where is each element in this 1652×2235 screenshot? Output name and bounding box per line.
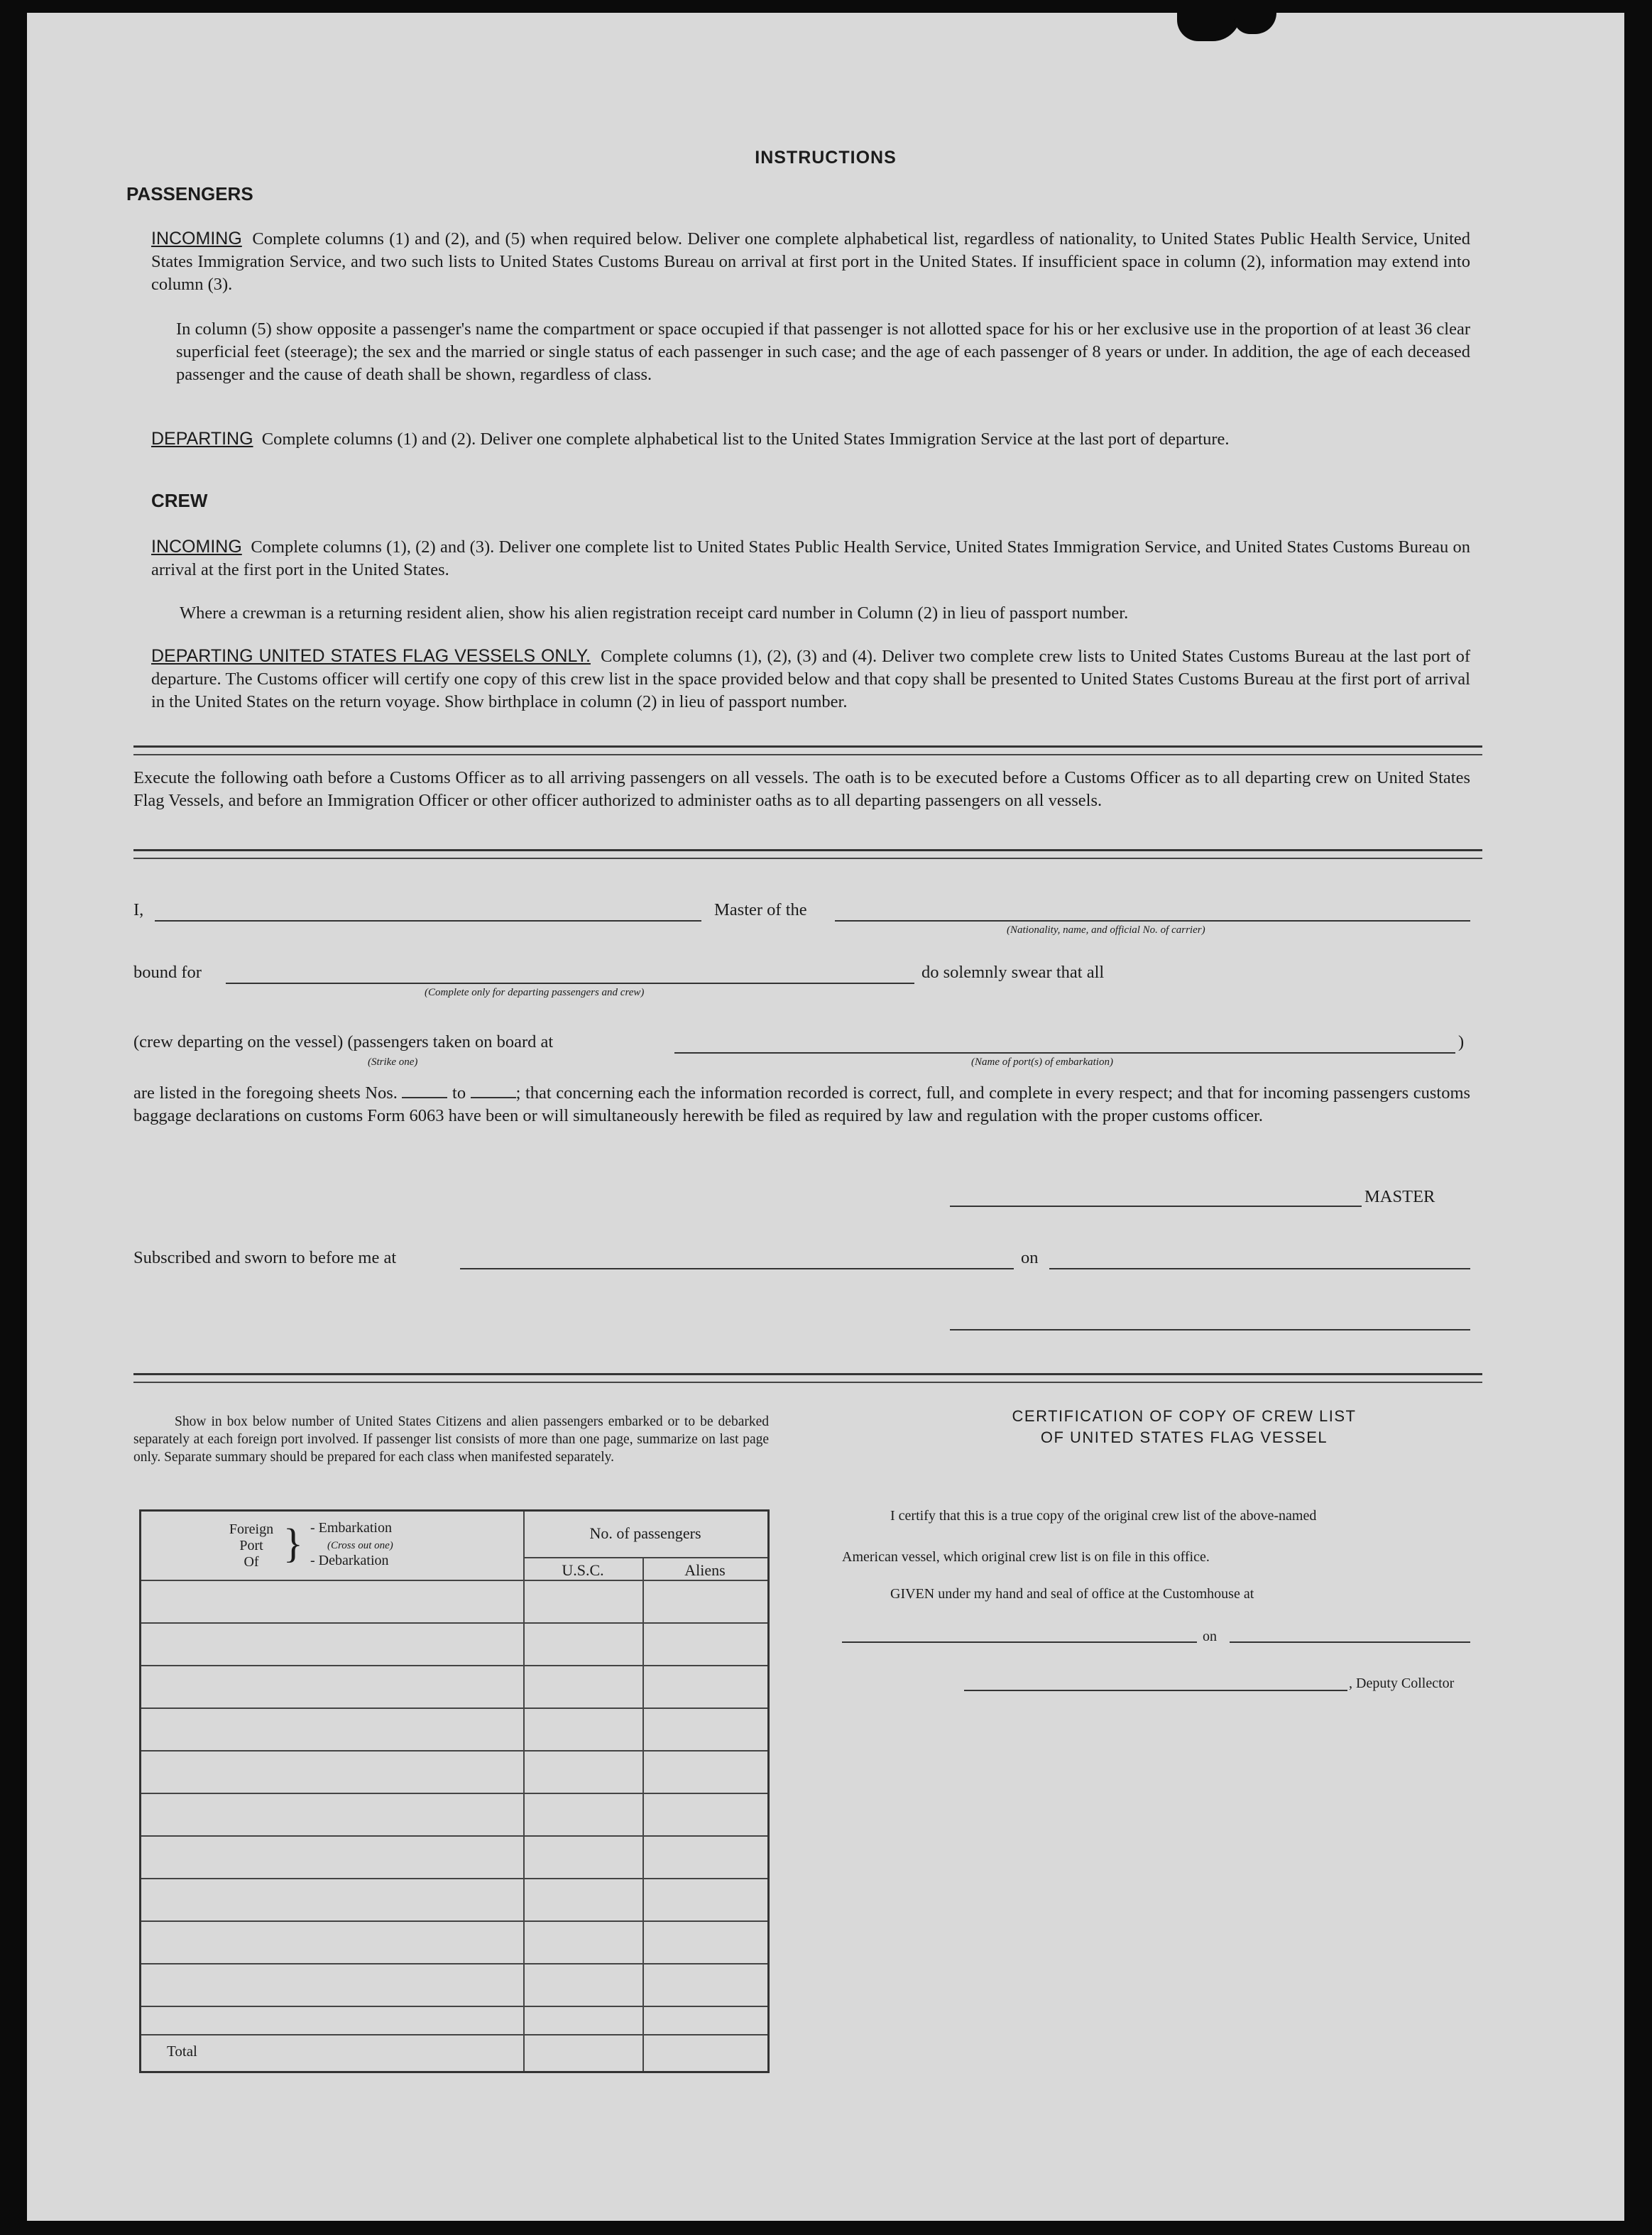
table-row — [141, 1835, 767, 1837]
bound-for-label: bound for — [133, 963, 202, 982]
master-of-the-label: Master of the — [714, 900, 807, 919]
table-row — [141, 1580, 767, 1581]
divider — [133, 754, 1482, 755]
certification-text-1: I certify that this is a true copy of the original crew list of the above-named — [890, 1508, 1317, 1524]
oath-i-label: I, — [133, 900, 144, 919]
carrier-field[interactable] — [835, 920, 1470, 922]
divider — [133, 1373, 1482, 1375]
divider — [133, 745, 1482, 748]
officer-signature-field[interactable] — [950, 1329, 1470, 1330]
passengers-incoming-instructions — [151, 227, 1470, 296]
port-label: Port — [239, 1538, 263, 1553]
table-header-divider — [523, 1557, 767, 1558]
sheet-to-field[interactable] — [471, 1084, 516, 1098]
listed-text-b: ; that concerning each the information recorded is correct, full, and complete in every respect; and that for incoming passengers customs baggage declarations on customs Form 6063 have been or will simultaneously herewith be filed as required by law and regulation with the proper customs officer. — [133, 1083, 1471, 1125]
certification-title-line-1: CERTIFICATION OF COPY OF CREW LIST — [1012, 1407, 1357, 1425]
deputy-collector-label: , Deputy Collector — [1349, 1676, 1455, 1691]
crew-heading: CREW — [151, 490, 208, 511]
passengers-departing-tag: DEPARTING — [151, 429, 253, 449]
bound-for-field[interactable] — [226, 983, 914, 984]
table-row — [141, 1920, 767, 1922]
foreign-port-label — [219, 1521, 283, 1570]
crew-incoming-tag: INCOMING — [151, 537, 242, 557]
foreign-label: Foreign — [229, 1521, 274, 1537]
sworn-on-label: on — [1021, 1248, 1039, 1267]
no-of-passengers-header: No. of passengers — [589, 1524, 701, 1542]
crew-incoming-instructions — [151, 535, 1470, 581]
divider — [133, 1382, 1482, 1383]
embarkation-label: - Embarkation — [310, 1520, 392, 1536]
table-row — [141, 1707, 767, 1709]
table-total-row — [141, 2034, 767, 2035]
table-row — [141, 1963, 767, 1964]
debarkation-label: - Debarkation — [310, 1553, 389, 1568]
certification-on-label: on — [1203, 1629, 1217, 1644]
table-row — [141, 1793, 767, 1794]
strike-one-caption: (Strike one) — [368, 1056, 418, 1068]
passengers-incoming-text: Complete columns (1) and (2), and (5) when required below. Deliver one complete alphabetical list, regardless of nationality, to United States Public Health Service, United States Immigration Service, and two such lists to United States Customs Bureau on arrival at first port in the United States. If insufficient space in column (2), information may extend into column (3). — [151, 229, 1470, 294]
crew-incoming-text: Complete columns (1), (2) and (3). Deliver one complete list to United States Public Health Service, United States Immigration Service, and United States Customs Bureau on arrival at the first port in the United States. — [151, 537, 1470, 579]
certification-title-line-2: OF UNITED STATES FLAG VESSEL — [1040, 1428, 1328, 1446]
summary-note: Show in box below number of United States Citizens and alien passengers embarked or to be debarked separately at each foreign port involved. If passenger list consists of more than one page, summarize on last page only. Separate summary should be prepared for each class when manifested separately. — [133, 1414, 769, 1465]
oath-intro: Execute the following oath before a Customs Officer as to all arriving passengers on all vessels. The oath is to be executed before a Customs Officer as to all departing crew on United States Flag Vessels, and before an Immigration Officer or other officer authorized to administer oaths as to all departing passengers on all vessels. — [133, 768, 1470, 810]
table-row — [141, 1878, 767, 1879]
torn-edge — [1234, 13, 1276, 34]
ports-field[interactable] — [674, 1052, 1455, 1054]
crew-departing-text: Complete columns (1), (2), (3) and (4). Deliver two complete crew lists to United States Customs Bureau at the last port of departure. The Customs officer will certify one copy of this crew list in the space provided below and that copy shall be presented to United States Customs Bureau at the first port of arrival in the United States on the return voyage. Show birthplace in column (2) in lieu of passport number. — [151, 647, 1470, 711]
ports-caption: (Name of port(s) of embarkation) — [971, 1056, 1113, 1068]
table-row — [141, 1665, 767, 1666]
crew-departing-text: (crew departing on the vessel) (passengers taken on board at — [133, 1032, 554, 1051]
master-name-field[interactable] — [155, 920, 701, 922]
oath-statement — [133, 1082, 1470, 1127]
passengers-incoming-tag: INCOMING — [151, 229, 242, 248]
total-label: Total — [167, 2043, 197, 2060]
certification-text-2: American vessel, which original crew list is on file in this office. — [842, 1549, 1210, 1565]
table-row — [141, 1622, 767, 1624]
divider — [133, 858, 1482, 859]
passengers-heading: PASSENGERS — [126, 183, 253, 204]
deputy-signature-field[interactable] — [964, 1690, 1347, 1691]
certification-given: GIVEN under my hand and seal of office at the Customhouse at — [890, 1586, 1254, 1602]
certification-title — [879, 1406, 1489, 1448]
master-label: MASTER — [1364, 1187, 1435, 1206]
table-column-divider — [642, 1557, 644, 2071]
sheet-from-field[interactable] — [402, 1084, 447, 1098]
bound-for-caption: (Complete only for departing passengers and crew) — [425, 987, 645, 998]
document-page — [27, 13, 1624, 2221]
passenger-summary-table — [139, 1509, 770, 2073]
sworn-date-field[interactable] — [1049, 1268, 1470, 1269]
usc-header: U.S.C. — [562, 1561, 604, 1579]
crew-departing-tag: DEPARTING UNITED STATES FLAG VESSELS ONLY. — [151, 646, 591, 666]
cross-out-label: (Cross out one) — [327, 1540, 393, 1551]
of-label: Of — [244, 1554, 259, 1570]
table-column-divider — [523, 1512, 525, 2071]
carrier-caption: (Nationality, name, and official No. of carrier) — [1007, 924, 1205, 936]
crew-resident-text: Where a crewman is a returning resident alien, show his alien registration receipt card number in Column (2) in lieu of passport number. — [180, 603, 1129, 623]
customhouse-field[interactable] — [842, 1641, 1197, 1643]
passengers-column5-text: In column (5) show opposite a passenger's name the compartment or space occupied if that passenger is not allotted space for his or her exclusive use in the proportion of at least 36 clear superficial feet (steerage); the sex and the married or single status of each passenger in such case; and the age of each passenger of 8 years or under. In addition, the age of each deceased passenger and the cause of death shall be shown, regardless of class. — [176, 319, 1470, 384]
page-title: INSTRUCTIONS — [755, 148, 897, 168]
passengers-departing-text: Complete columns (1) and (2). Deliver one complete alphabetical list to the United States Immigration Service at the last port of departure. — [261, 430, 1230, 449]
crew-departing-instructions — [151, 645, 1470, 714]
sworn-place-field[interactable] — [460, 1268, 1014, 1269]
torn-edge — [1177, 13, 1241, 41]
listed-to: to — [452, 1083, 466, 1103]
table-row — [141, 1750, 767, 1752]
listed-text-a: are listed in the foregoing sheets Nos. — [133, 1083, 398, 1103]
master-signature-field[interactable] — [950, 1206, 1362, 1207]
swear-text: do solemnly swear that all — [921, 963, 1105, 982]
brace-icon: } — [283, 1520, 303, 1566]
aliens-header: Aliens — [684, 1561, 726, 1579]
divider — [133, 849, 1482, 851]
subscribed-label: Subscribed and sworn to before me at — [133, 1248, 397, 1267]
table-row — [141, 2006, 767, 2007]
certification-date-field[interactable] — [1230, 1641, 1470, 1643]
passengers-departing-instructions — [151, 427, 1470, 451]
close-paren: ) — [1458, 1032, 1465, 1051]
